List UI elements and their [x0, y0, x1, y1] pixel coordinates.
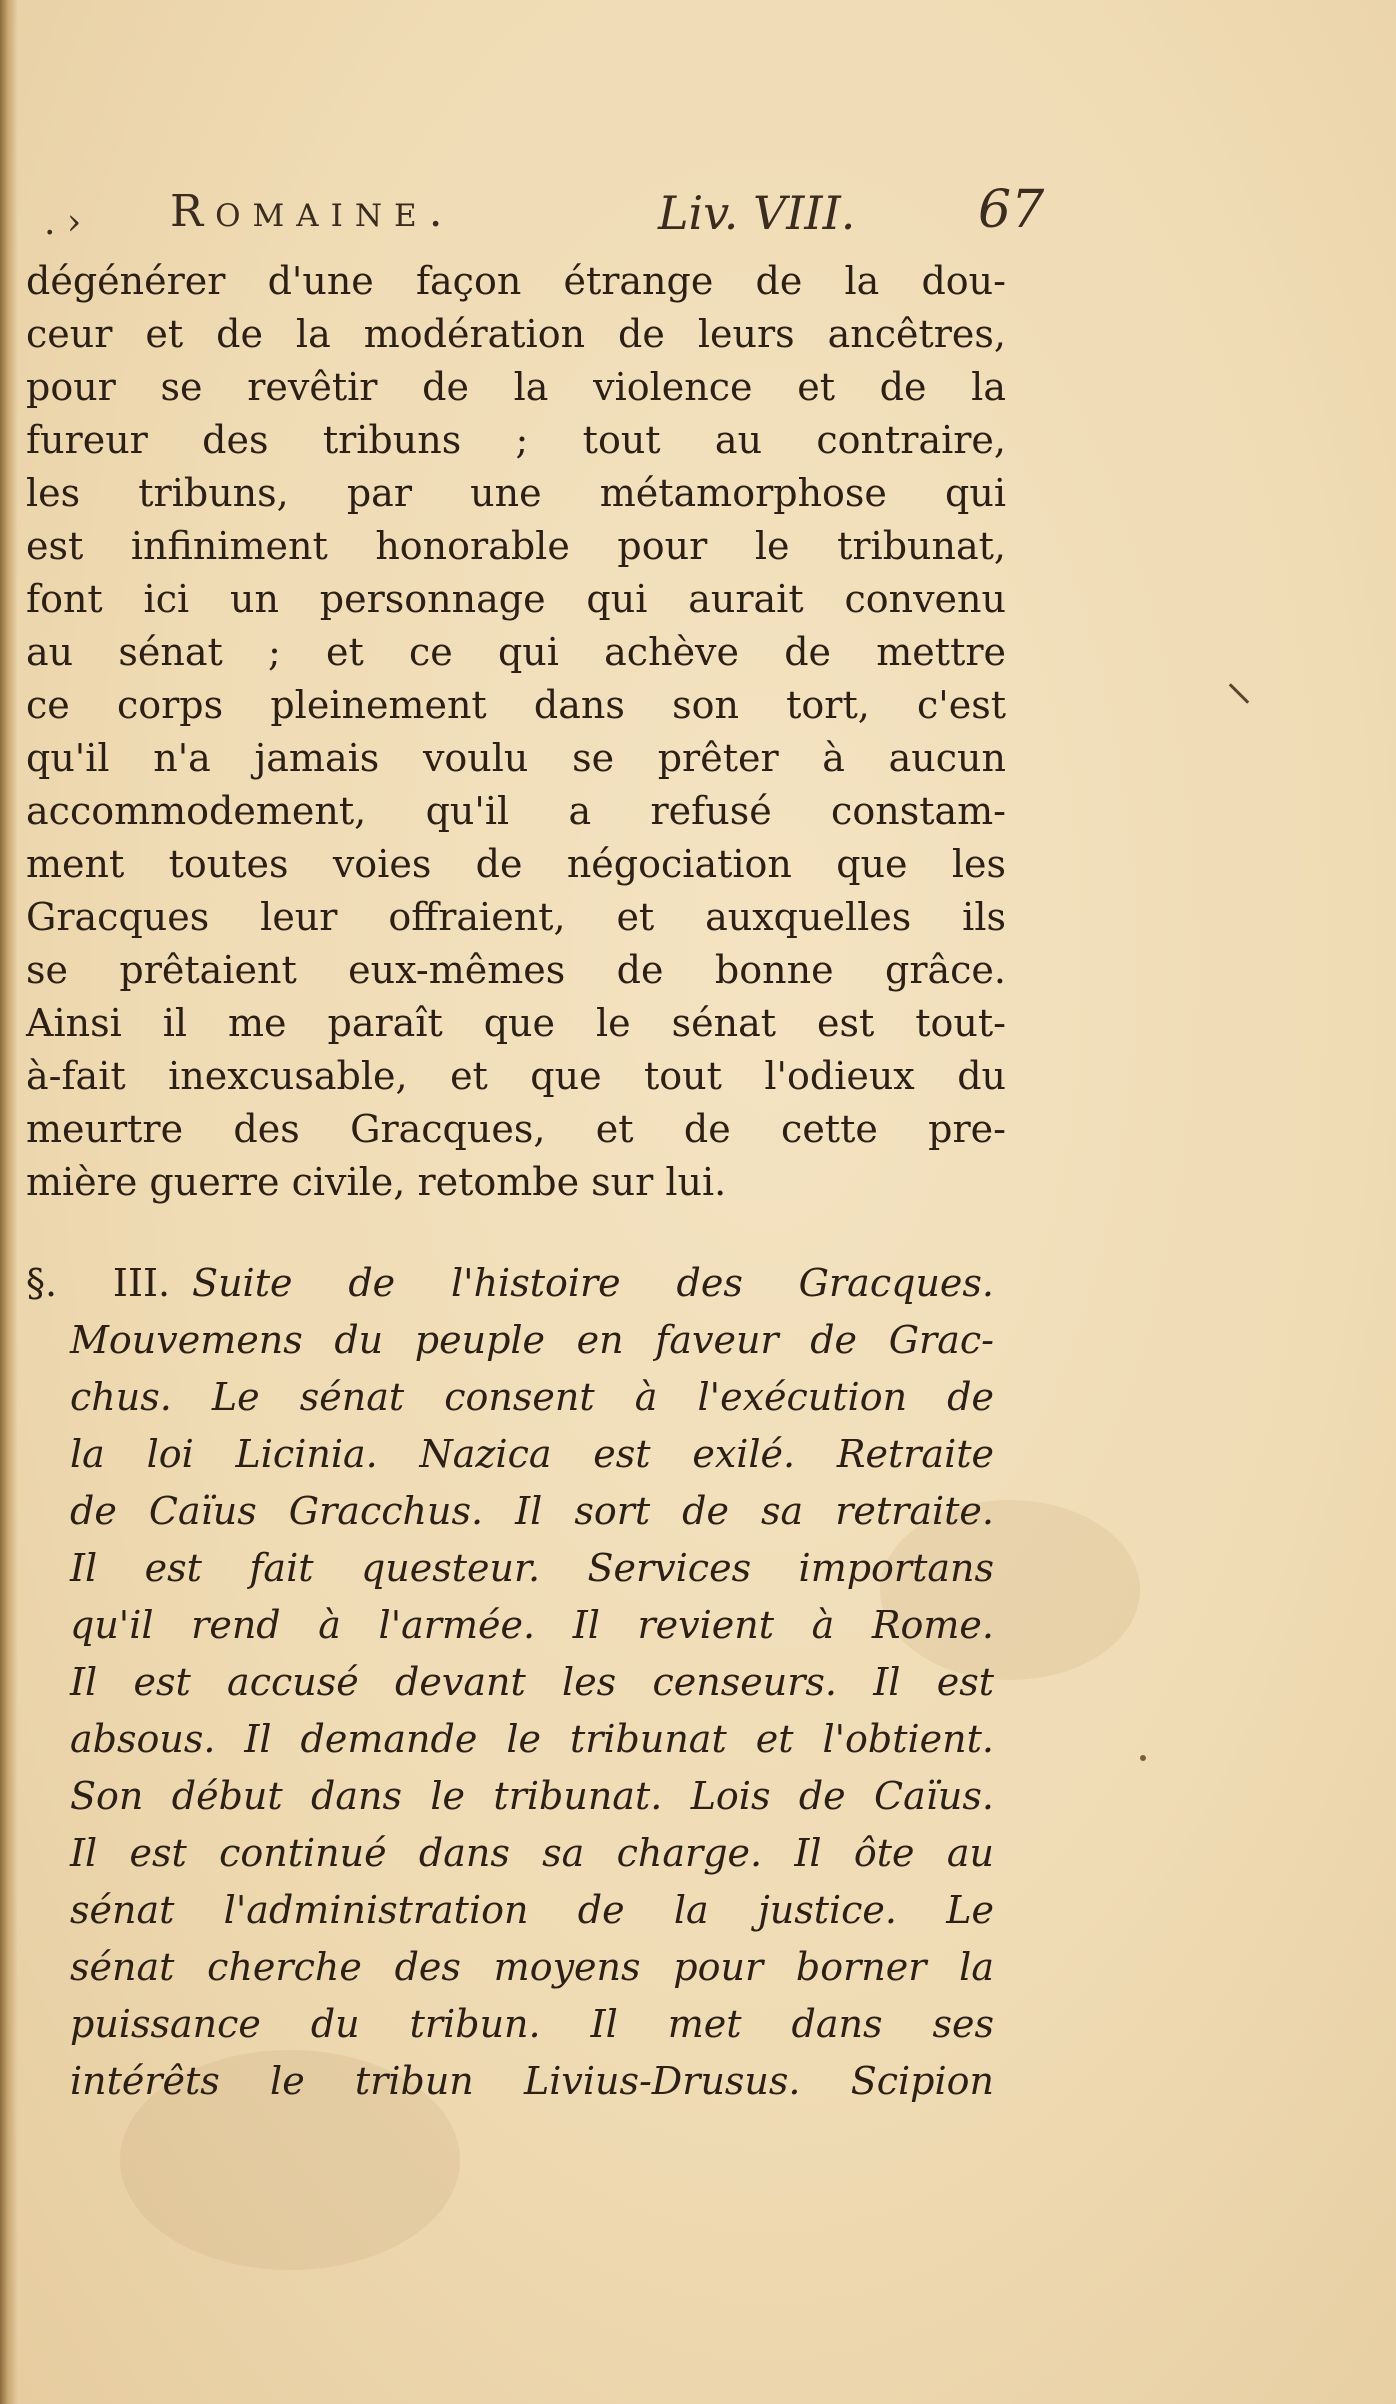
text-line: dégénérer d'une façon étrange de la dou- [26, 259, 1006, 303]
running-head-mark: . › [44, 202, 82, 243]
text-line: ce corps pleinement dans son tort, c'est [26, 683, 1006, 727]
summary-line: puissance du tribun. Il met dans ses [70, 2002, 994, 2046]
text-line: se prêtaient eux-mêmes de bonne grâce. [26, 948, 1006, 992]
summary-line: de Caïus Gracchus. Il sort de sa retraite. [70, 1489, 994, 1533]
text-line: est infiniment honorable pour le tribunat, [26, 524, 1006, 568]
body-paragraph [26, 255, 1006, 1209]
summary-line: Son début dans le tribunat. Lois de Caïus. [70, 1774, 994, 1818]
binding-edge [0, 0, 18, 2404]
running-head [44, 180, 1045, 260]
text-line: pour se revêtir de la violence et de la [26, 365, 1006, 409]
text-line: Ainsi il me paraît que le sénat est tout- [26, 1001, 1006, 1045]
summary-line: la loi Licinia. Nazica est exilé. Retraite [70, 1432, 994, 1476]
running-head-book: Liv. VIII. [658, 186, 856, 240]
text-line: ceur et de la modération de leurs ancêtres, [26, 312, 1006, 356]
ink-spot [1140, 1755, 1146, 1761]
text-line: les tribuns, par une métamorphose qui [26, 471, 1006, 515]
text-line: accommodement, qu'il a refusé constam- [26, 789, 1006, 833]
text-line: ment toutes voies de négociation que les [26, 842, 1006, 886]
summary-line: Mouvemens du peuple en faveur de Grac- [70, 1318, 994, 1362]
summary-line: Il est continué dans sa charge. Il ôte au [70, 1831, 994, 1875]
text-line: qu'il n'a jamais voulu se prêter à aucun [26, 736, 1006, 780]
text-line: Gracques leur offraient, et auxquelles ils [26, 895, 1006, 939]
summary-line: Il est fait questeur. Services importans [70, 1546, 994, 1590]
section-summary [26, 1255, 994, 2110]
summary-line-text: Suite de l'histoire des Gracques. [192, 1261, 994, 1305]
text-line: font ici un personnage qui aurait convenu [26, 577, 1006, 621]
text-line: à-fait inexcusable, et que tout l'odieux du [26, 1054, 1006, 1098]
summary-line: intérêts le tribun Livius-Drusus. Scipion [70, 2059, 994, 2103]
summary-line: absous. Il demande le tribunat et l'obtient. [70, 1717, 994, 1761]
text-line: meurtre des Gracques, et de cette pre- [26, 1107, 1006, 1151]
margin-mark [1229, 683, 1250, 704]
summary-line: sénat cherche des moyens pour borner la [70, 1945, 994, 1989]
summary-line: Il est accusé devant les censeurs. Il est [70, 1660, 994, 1704]
section-mark: §. III. [26, 1261, 171, 1305]
text-line: mière guerre civile, retombe sur lui. [26, 1160, 727, 1204]
running-head-title: Romaine. [170, 186, 455, 237]
page-number: 67 [978, 180, 1045, 240]
text-line: fureur des tribuns ; tout au contraire, [26, 418, 1006, 462]
summary-line: sénat l'administration de la justice. Le [70, 1888, 994, 1932]
summary-line [26, 1255, 994, 1312]
summary-line: chus. Le sénat consent à l'exécution de [70, 1375, 994, 1419]
text-line: au sénat ; et ce qui achève de mettre [26, 630, 1006, 674]
summary-line: qu'il rend à l'armée. Il revient à Rome. [70, 1603, 994, 1647]
